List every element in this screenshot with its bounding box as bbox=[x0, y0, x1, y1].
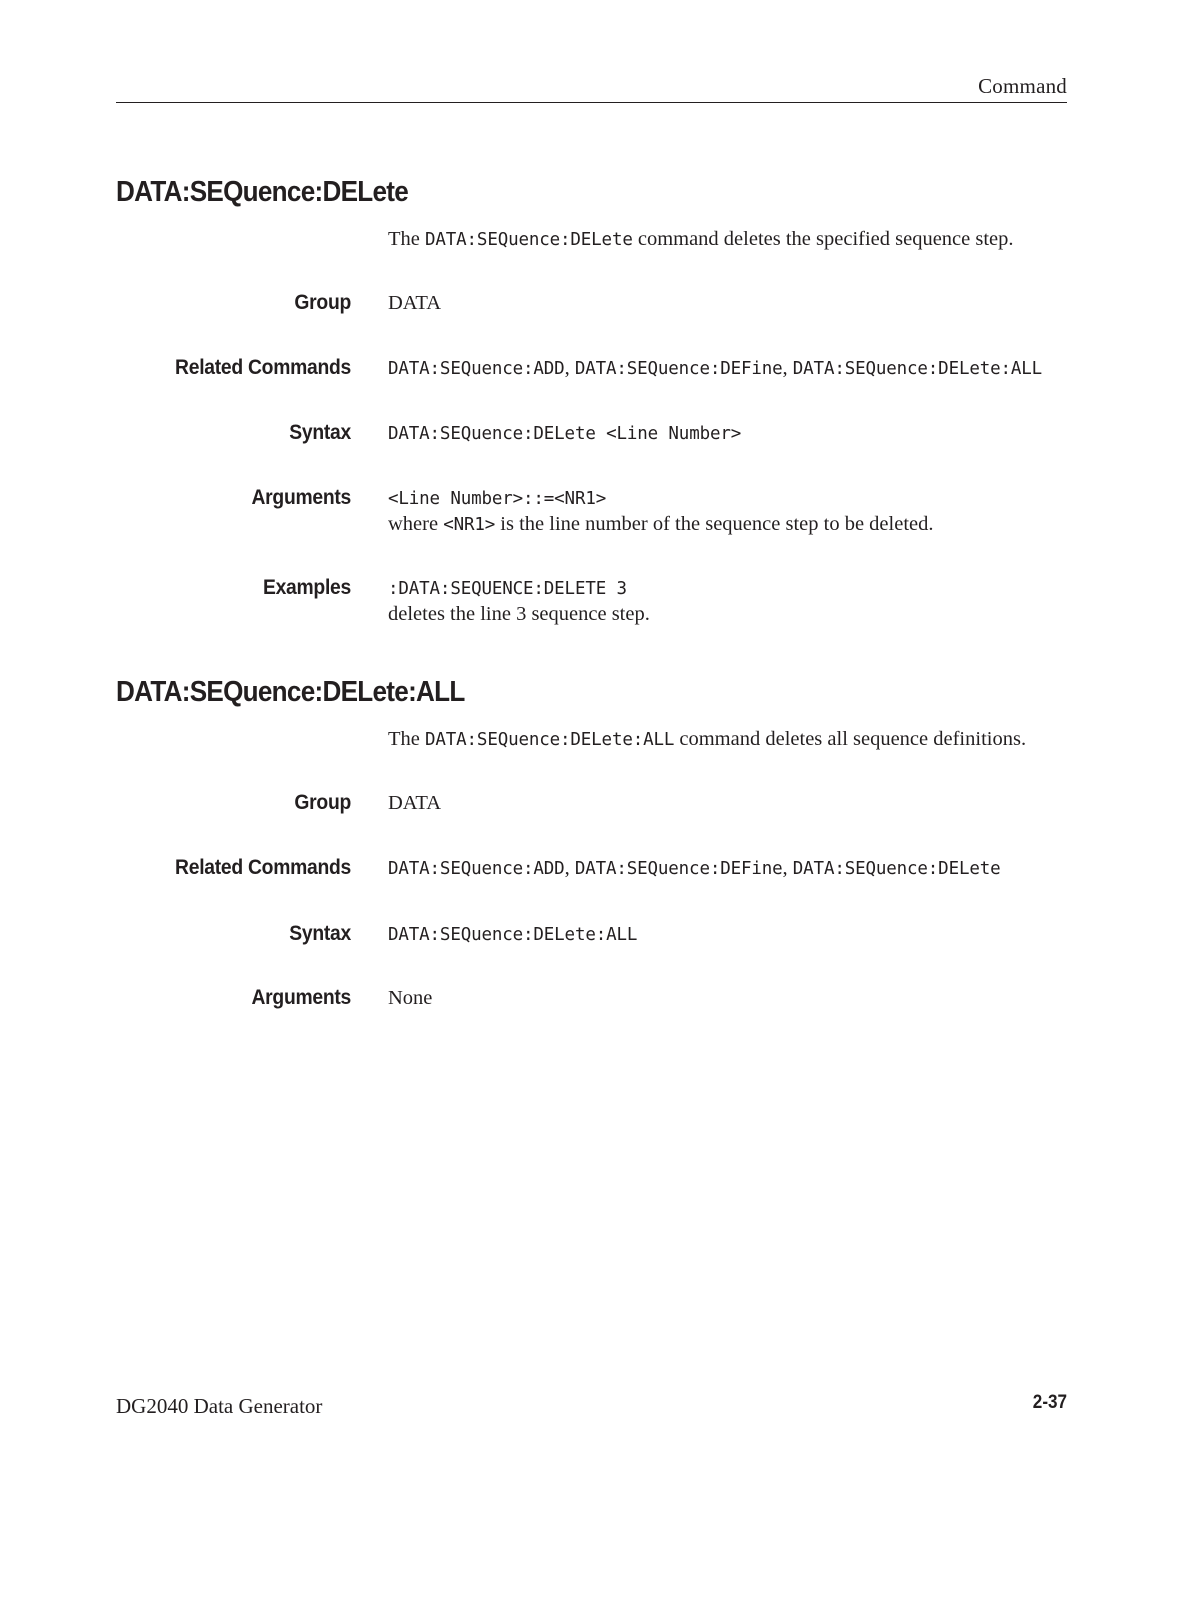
description: The DATA:SEQuence:DELete command deletes the specified sequence step. bbox=[388, 228, 1014, 250]
group-value: DATA bbox=[388, 792, 442, 814]
group-label: Group bbox=[294, 791, 351, 814]
header-rule bbox=[116, 102, 1067, 103]
related-command-link[interactable]: DATA:SEQuence:ADD bbox=[388, 859, 565, 879]
related-commands-list: DATA:SEQuence:ADD, DATA:SEQuence:DEFine, DATA:SEQuence:DELete:ALL bbox=[388, 357, 1043, 379]
examples-value bbox=[388, 576, 650, 627]
syntax-label: Syntax bbox=[289, 922, 351, 945]
examples-label: Examples bbox=[262, 576, 351, 599]
related-commands-label: Related Commands bbox=[175, 356, 351, 379]
arguments-description: where <NR1> is the line number of the sequence step to be deleted. bbox=[388, 513, 934, 535]
arguments-label: Arguments bbox=[251, 486, 351, 509]
syntax-value: DATA:SEQuence:DELete:ALL bbox=[388, 925, 638, 945]
group-label: Group bbox=[294, 291, 351, 314]
related-command-link[interactable]: DATA:SEQuence:DELete bbox=[792, 859, 1001, 879]
arguments-code: <Line Number>::=<NR1> bbox=[388, 489, 607, 509]
description-command: DATA:SEQuence:DELete bbox=[425, 230, 633, 250]
description: The DATA:SEQuence:DELete:ALL command deletes all sequence definitions. bbox=[388, 728, 1027, 750]
arguments-value bbox=[388, 486, 933, 538]
related-command-link[interactable]: DATA:SEQuence:ADD bbox=[388, 359, 565, 379]
arguments-value: None bbox=[388, 987, 433, 1009]
group-value: DATA bbox=[388, 292, 442, 314]
related-command-link[interactable]: DATA:SEQuence:DELete:ALL bbox=[792, 359, 1043, 379]
example-code: :DATA:SEQUENCE:DELETE 3 bbox=[388, 579, 627, 599]
section-title: DATA:SEQuence:DELete bbox=[116, 176, 409, 208]
arguments-label: Arguments bbox=[251, 986, 351, 1009]
running-header: Command bbox=[978, 74, 1067, 98]
related-commands-list: DATA:SEQuence:ADD, DATA:SEQuence:DEFine, DATA:SEQuence:DELete bbox=[388, 857, 1001, 879]
page-number: 2-37 bbox=[1032, 1392, 1067, 1413]
related-command-link[interactable]: DATA:SEQuence:DEFine bbox=[574, 359, 783, 379]
related-commands-label: Related Commands bbox=[175, 856, 351, 879]
footer-product-name: DG2040 Data Generator bbox=[116, 1394, 323, 1418]
section-title: DATA:SEQuence:DELete:ALL bbox=[116, 676, 465, 708]
syntax-value: DATA:SEQuence:DELete <Line Number> bbox=[388, 424, 742, 444]
description-command: DATA:SEQuence:DELete:ALL bbox=[425, 730, 675, 750]
syntax-label: Syntax bbox=[289, 421, 351, 444]
related-command-link[interactable]: DATA:SEQuence:DEFine bbox=[574, 859, 783, 879]
example-description: deletes the line 3 sequence step. bbox=[388, 603, 650, 625]
